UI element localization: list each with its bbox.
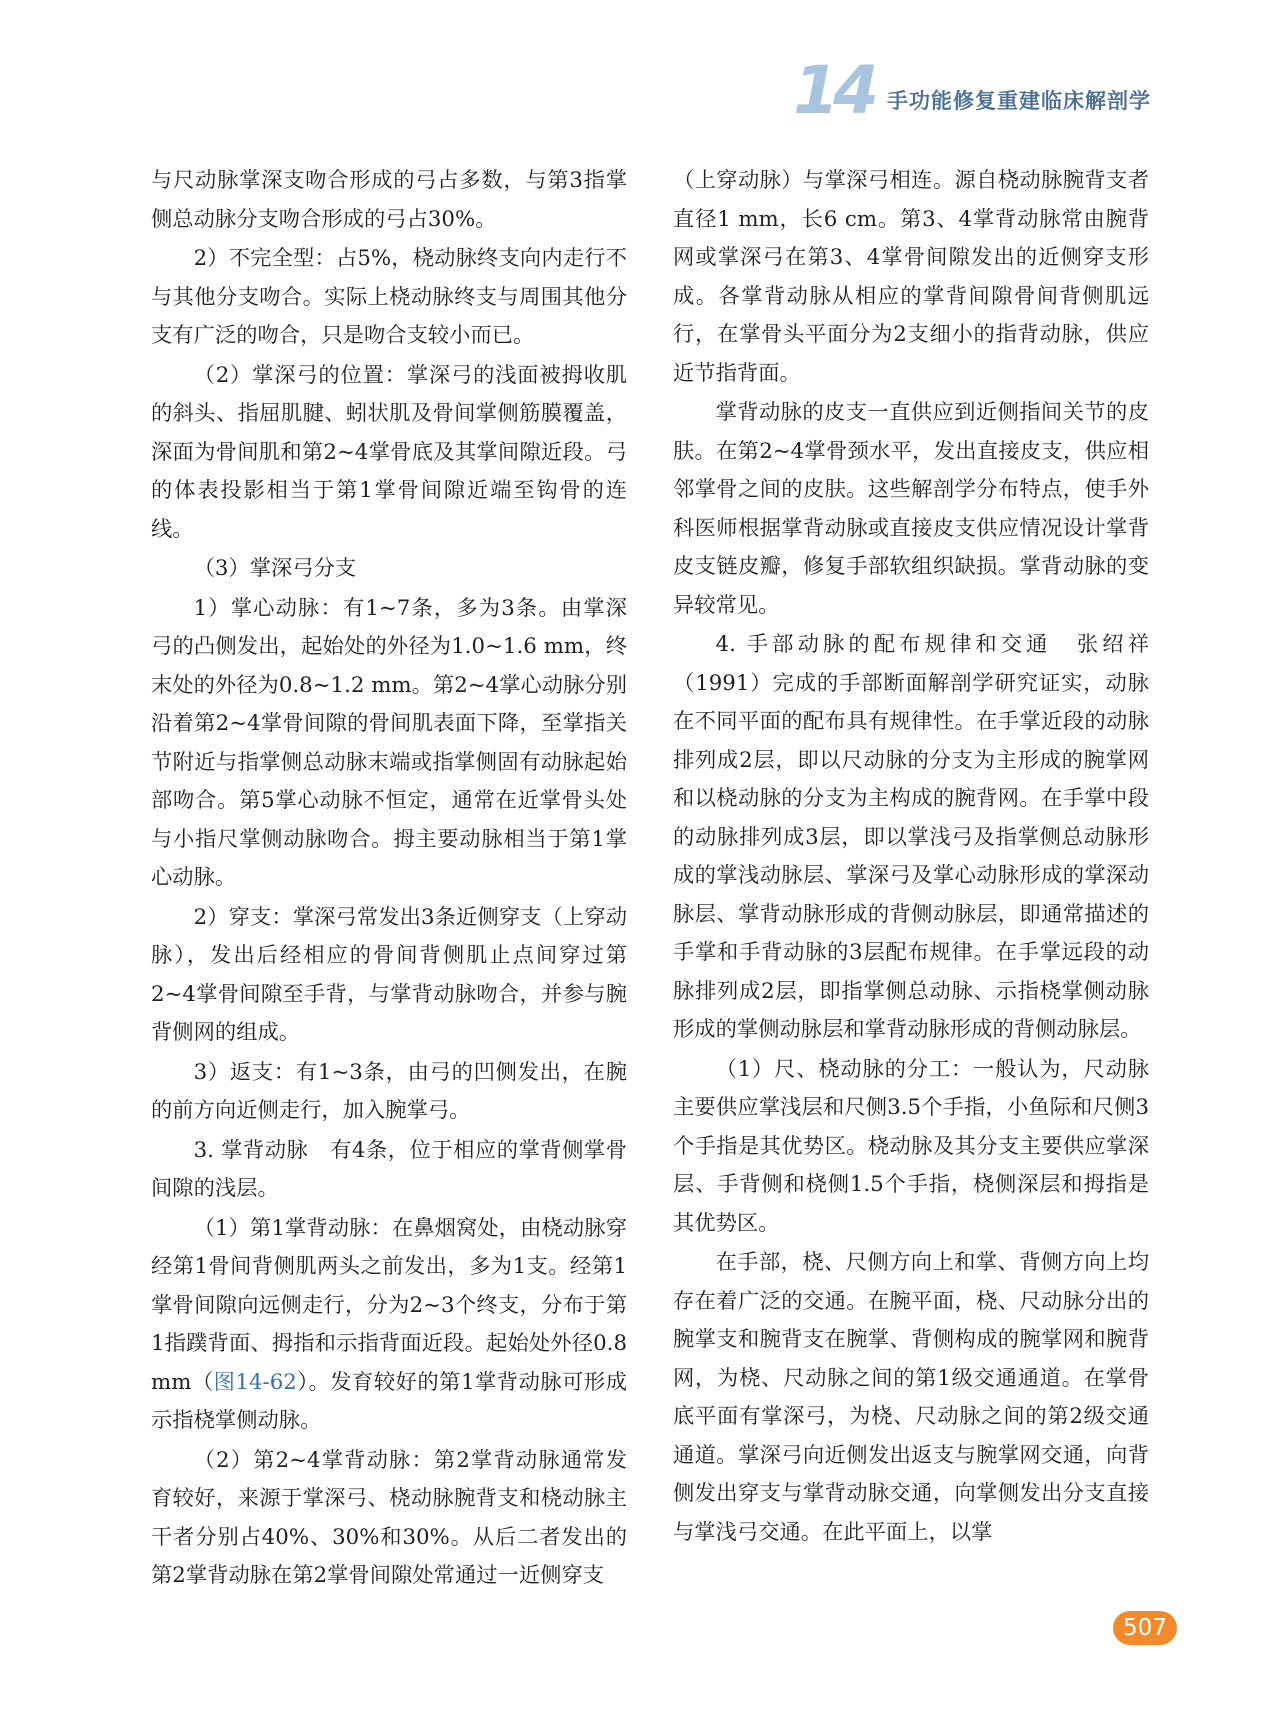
- chapter-number: 14: [793, 52, 873, 129]
- paragraph: [151, 1210, 627, 1441]
- paragraph: 掌背动脉的皮支一直供应到近侧指间关节的皮肤。在第2~4掌骨颈水平，发出直接皮支，供应相邻掌骨之间的皮肤。这些解剖学分布特点，使手外科医师根据掌背动脉或直接皮支供应情况设计掌背皮支链皮瓣，修复手部软组织缺损。掌背动脉的变异较常见。: [673, 400, 1149, 618]
- paragraph: （1）尺、桡动脉的分工：一般认为，尺动脉主要供应掌浅层和尺侧3.5个手指，小鱼际和尺侧3个手指是其优势区。桡动脉及其分支主要供应掌深层、手背侧和桡侧1.5个手指，桡侧深层和拇指是其优势区。: [673, 1056, 1149, 1236]
- paragraph: （2）掌深弓的位置：掌深弓的浅面被拇收肌的斜头、指屈肌腱、蚓状肌及骨间掌侧筋膜覆盖，深面为骨间肌和第2~4掌骨底及其掌间隙近段。弓的体表投影相当于第1掌骨间隙近端至钩骨的连线。: [151, 362, 627, 542]
- running-header: [793, 52, 1151, 129]
- paragraph-text: （1）第1掌背动脉：在鼻烟窝处，由桡动脉穿经第1骨间背侧肌两头之前发出，多为1支。经第1掌骨间隙向远侧走行，分为2~3个终支，分布于第1指蹼背面、拇指和示指背面近段。起始处外径0.8 mm（: [151, 1215, 627, 1395]
- paragraph: 3）返支：有1~3条，由弓的凹侧发出，在腕的前方向近侧走行，加入腕掌弓。: [151, 1059, 627, 1123]
- paragraph: 在手部，桡、尺侧方向上和掌、背侧方向上均存在着广泛的交通。在腕平面，桡、尺动脉分出的腕掌支和腕背支在腕掌、背侧构成的腕掌网和腕背网，为桡、尺动脉之间的第1级交通通道。在掌骨底平面有掌深弓，为桡、尺动脉之间的第2级交通通道。掌深弓向近侧发出返支与腕掌网交通，向背侧发出穿支与掌背动脉交通，向掌侧发出分支直接与掌浅弓交通。在此平面上，以掌: [673, 1250, 1149, 1545]
- paragraph: （3）掌深弓分支: [193, 556, 357, 581]
- paragraph-text: ）。发育较好的第1掌背动脉可形成示指桡掌侧动脉。: [151, 1369, 628, 1433]
- section-heading: 4. 手部动脉的配布规律和交通 张绍祥（1991）完成的手部断面解剖学研究证实，动脉在不同平面的配布具有规律性。在手掌近段的动脉排列成2层，即以尺动脉的分支为主形成的腕掌网和以桡动脉的分支为主构成的腕背网。在手掌中段的动脉排列成3层，即以掌浅弓及指掌侧总动脉形成的掌浅动脉层、掌深弓及掌心动脉形成的掌深动脉层、掌背动脉形成的背侧动脉层，即通常描述的手掌和手背动脉的3层配布规律。在手掌远段的动脉排列成2层，即指掌侧总动脉、示指桡掌侧动脉形成的掌侧动脉层和掌背动脉形成的背侧动脉层。: [673, 632, 1149, 1042]
- paragraph: 2）穿支：掌深弓常发出3条近侧穿支（上穿动脉），发出后经相应的骨间背侧肌止点间穿过第2~4掌骨间隙至手背，与掌背动脉吻合，并参与腕背侧网的组成。: [151, 904, 627, 1045]
- right-column: [673, 162, 1149, 1552]
- paragraph: （2）第2~4掌背动脉：第2掌背动脉通常发育较好，来源于掌深弓、桡动脉腕背支和桡动脉主干者分别占40%、30%和30%。从后二者发出的第2掌背动脉在第2掌骨间隙处常通过一近侧穿支: [151, 1447, 627, 1588]
- figure-reference-link[interactable]: 图14-62: [213, 1369, 297, 1395]
- section-heading: 3. 掌背动脉 有4条，位于相应的掌背侧掌骨间隙的浅层。: [151, 1137, 627, 1201]
- left-column: [151, 162, 627, 1596]
- page-number-badge: 507: [1113, 1611, 1177, 1645]
- paragraph: 与尺动脉掌深支吻合形成的弓占多数，与第3指掌侧总动脉分支吻合形成的弓占30%。: [151, 168, 627, 232]
- paragraph: 1）掌心动脉：有1~7条，多为3条。由掌深弓的凸侧发出，起始处的外径为1.0~1.6 mm，终末处的外径为0.8~1.2 mm。第2~4掌心动脉分别沿着第2~4掌骨间隙的骨间肌表面下降，至掌指关节附近与指掌侧总动脉末端或指掌侧固有动脉起始部吻合。第5掌心动脉不恒定，通常在近掌骨头处与小指尺掌侧动脉吻合。拇主要动脉相当于第1掌心动脉。: [151, 595, 627, 890]
- paragraph: 2）不完全型：占5%，桡动脉终支向内走行不与其他分支吻合。实际上桡动脉终支与周围其他分支有广泛的吻合，只是吻合支较小而已。: [151, 246, 627, 348]
- paragraph: （上穿动脉）与掌深弓相连。源自桡动脉腕背支者直径1 mm，长6 cm。第3、4掌背动脉常由腕背网或掌深弓在第3、4掌骨间隙发出的近侧穿支形成。各掌背动脉从相应的掌背间隙骨间背侧肌远行，在掌骨头平面分为2支细小的指背动脉，供应近节指背面。: [673, 168, 1149, 386]
- book-title: 手功能修复重建临床解剖学: [887, 88, 1151, 113]
